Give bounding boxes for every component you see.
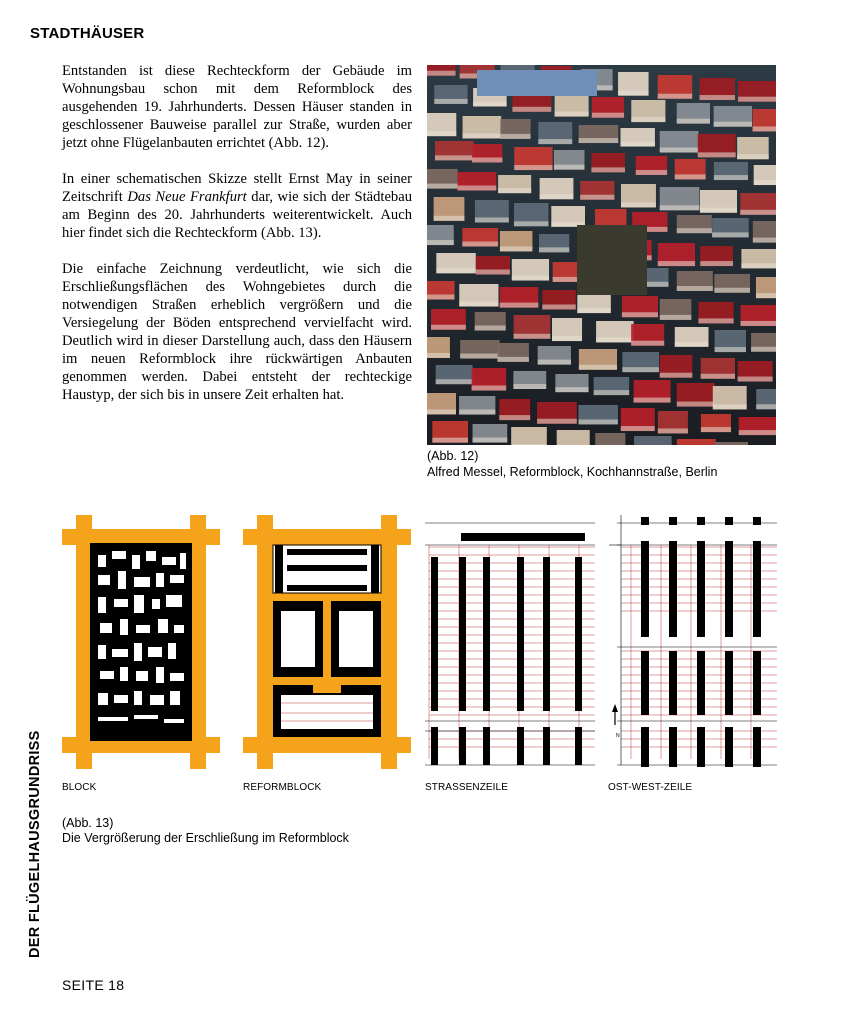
paragraph-1: Entstanden ist diese Rechteckform der Gebäude im Wohnungsbau schon mit dem Reformblock des ausgehenden 19. Jahrhunderts. Dessen Häuser standen in geschlossener Bauweise parallel zur Straße, wurden aber jetzt ohne Flügelanbauten errichtet (Abb. 12). bbox=[62, 63, 412, 151]
label-reformblock: REFORMBLOCK bbox=[243, 782, 322, 793]
page-number: SEITE 18 bbox=[62, 977, 125, 993]
figure-13-number: (Abb. 13) bbox=[62, 816, 114, 830]
figure-12-caption: Alfred Messel, Reformblock, Kochhannstraße, Berlin bbox=[427, 465, 718, 479]
section-title: STADTHÄUSER bbox=[30, 25, 145, 42]
paragraph-3: Die einfache Zeichnung verdeutlicht, wie sich die Erschließungsflächen des Wohngebietes durch die notwendigen Straßen erheblich vergrößern und die Versiegelung der Böden entsprechend vervielfacht wird. Deutlich wird in dieser Darstellung auch, dass den Häusern im neuen Reformblock ihre rückwärtigen Anbauten genommen werden. Dabei entsteht der rechteckige Haustyp, der sich bis in unsere Zeit erhalten hat. bbox=[62, 261, 412, 403]
figure-12-number: (Abb. 12) bbox=[427, 449, 479, 463]
plan-reformblock bbox=[243, 515, 411, 769]
side-chapter-title: DER FLÜGELHAUSGRUNDRISS bbox=[27, 730, 43, 958]
paragraph-2: In einer schematischen Skizze stellt Ernst May in seiner Zeitschrift Das Neue Frankfurt dar, wie sich der Städtebau am Beginn des 20. Jahrhunderts weiterentwickelt. Auch hier findet sich die Rechteckform (Abb. 13). bbox=[62, 171, 412, 241]
aerial-photo bbox=[427, 65, 776, 445]
plan-ost-west-zeile bbox=[607, 515, 777, 769]
plan-block bbox=[62, 515, 220, 769]
label-ost-west-zeile: OST-WEST-ZEILE bbox=[608, 782, 693, 793]
plan-strassenzeile bbox=[425, 515, 595, 769]
body-text bbox=[62, 62, 412, 422]
figure-13-caption: Die Vergrößerung der Erschließung im Reformblock bbox=[62, 831, 349, 845]
north-label: N bbox=[616, 733, 620, 739]
label-strassenzeile: STRASSENZEILE bbox=[425, 782, 508, 793]
label-block: BLOCK bbox=[62, 782, 97, 793]
